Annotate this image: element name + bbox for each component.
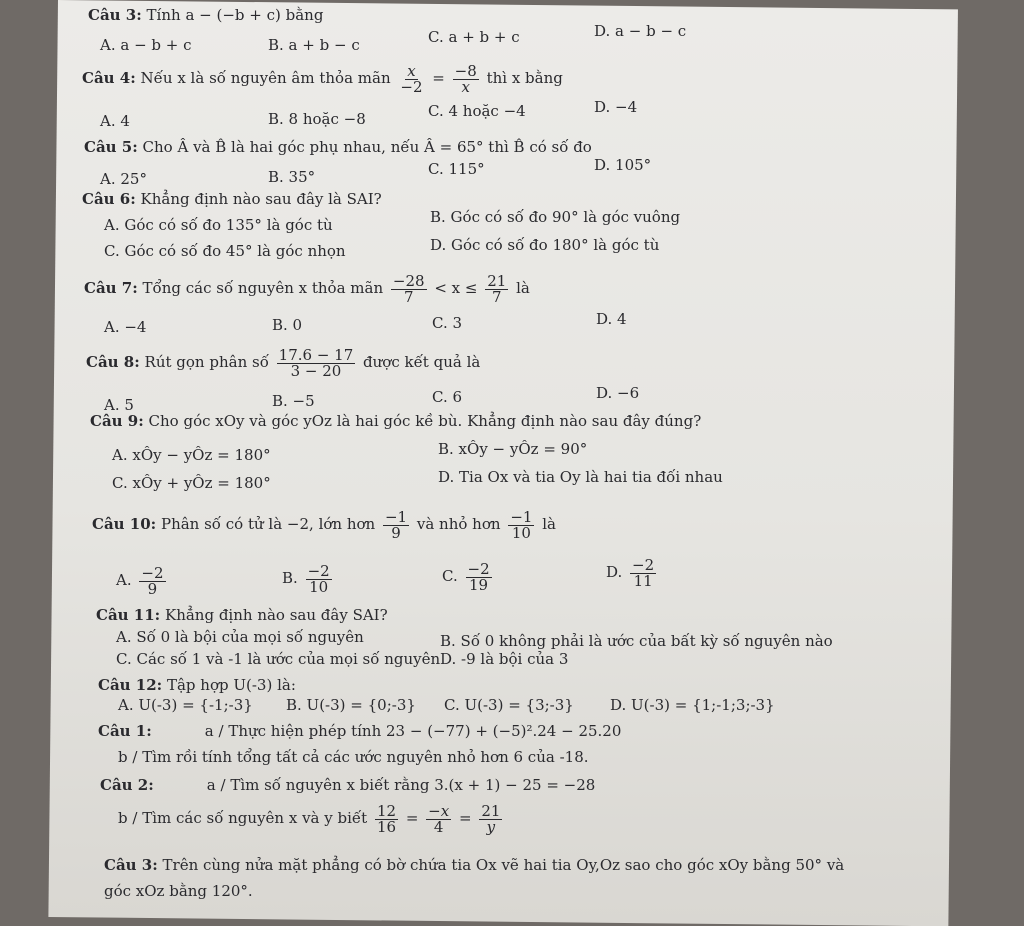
q8-f-den: 3 − 20 xyxy=(290,361,342,380)
q7-pre: Tổng các số nguyên x thỏa mãn xyxy=(142,279,384,297)
q7-fraction-2 xyxy=(485,271,508,306)
q3-text: Tính a − (−b + c) bằng xyxy=(146,6,324,24)
essay-2 xyxy=(100,776,595,794)
q9-label: Câu 9: xyxy=(90,412,144,430)
q8-option-c: C. 6 xyxy=(432,388,463,406)
q4-fraction-1 xyxy=(398,61,424,96)
q9-option-b: B. xÔy − yÔz = 90° xyxy=(438,440,588,458)
q3-option-c: C. a + b + c xyxy=(428,28,520,46)
q8-f-num: 17.6 − 17 xyxy=(278,345,354,364)
e2-fraction-2 xyxy=(426,801,451,836)
q7-f1-num: −28 xyxy=(392,271,425,290)
q10-mid: và nhỏ hơn xyxy=(416,515,501,533)
q10-b-den: 10 xyxy=(309,577,329,596)
q10-c-den: 19 xyxy=(469,575,489,594)
e2-label: Câu 2: xyxy=(100,776,154,794)
q10-option-d xyxy=(606,554,659,590)
e2-fraction-3 xyxy=(479,801,502,836)
e2-f1-den: 16 xyxy=(376,817,397,836)
e2-f2-den: 4 xyxy=(433,817,444,836)
q8-option-a: A. 5 xyxy=(104,396,134,414)
q10-option-b xyxy=(282,560,335,596)
q8-fraction xyxy=(277,345,356,380)
question-8 xyxy=(86,344,480,380)
q10-f1-den: 9 xyxy=(391,523,401,542)
question-4 xyxy=(82,60,563,96)
q4-option-b: B. 8 hoặc −8 xyxy=(268,110,366,128)
q4-f1-num: x xyxy=(407,61,416,80)
q3-option-a: A. a − b + c xyxy=(100,36,192,54)
q5-label: Câu 5: xyxy=(84,138,138,156)
e1-part-b: b / Tìm rồi tính tổng tất cả các ước nguyên nhỏ hơn 6 của -18. xyxy=(118,748,589,766)
e2-f1-num: 12 xyxy=(376,801,397,820)
q10-a-den: 9 xyxy=(147,579,158,598)
q10-option-a xyxy=(116,562,169,598)
q5-option-b: B. 35° xyxy=(268,168,316,186)
q9-text: Cho góc xOy và góc yOz là hai góc kề bù. Khẳng định nào sau đây đúng? xyxy=(148,412,702,430)
e2-f3-num: 21 xyxy=(481,801,501,820)
question-10 xyxy=(92,506,556,542)
q9-option-a: A. xÔy − yÔz = 180° xyxy=(112,446,271,464)
q4-eq: = xyxy=(432,69,445,87)
q7-option-c: C. 3 xyxy=(432,314,463,332)
q4-post: thì x bằng xyxy=(486,69,563,87)
q8-option-b: B. −5 xyxy=(272,392,315,410)
q10-option-b-label: B. xyxy=(282,569,298,587)
q10-label: Câu 10: xyxy=(92,515,157,533)
e2-fraction-1 xyxy=(375,801,398,836)
q10-a-num: −2 xyxy=(141,563,164,582)
q3-option-b: B. a + b − c xyxy=(268,36,360,54)
q5-option-d: D. 105° xyxy=(594,156,652,174)
q7-f2-den: 7 xyxy=(492,287,502,306)
question-11 xyxy=(96,606,388,624)
q6-option-c: C. Góc có số đo 45° là góc nhọn xyxy=(104,242,346,260)
q10-d-num: −2 xyxy=(632,555,655,574)
q7-f2-num: 21 xyxy=(487,271,507,290)
q7-f1-den: 7 xyxy=(403,287,414,306)
q10-option-a-fraction xyxy=(139,563,165,598)
question-7 xyxy=(84,270,530,306)
q8-post: được kết quả là xyxy=(363,353,481,371)
q10-pre: Phân số có tử là −2, lớn hơn xyxy=(160,515,376,533)
q10-f2-num: −1 xyxy=(510,507,533,526)
q10-option-b-fraction xyxy=(306,561,332,596)
q4-f2-num: −8 xyxy=(454,61,477,80)
q10-option-a-label: A. xyxy=(116,571,132,589)
q10-fraction-1 xyxy=(383,507,409,542)
q7-option-b: B. 0 xyxy=(272,316,303,334)
e2-eq-2: = xyxy=(458,809,472,827)
e3-text: Trên cùng nửa mặt phẳng có bờ chứa tia Ox vẽ hai tia Oy,Oz sao cho góc xOy bằng 50° và xyxy=(162,856,845,874)
q5-text: Cho Â và B̂ là hai góc phụ nhau, nếu Â = 65° thì B̂ có số đo xyxy=(142,138,592,156)
q7-option-d: D. 4 xyxy=(596,310,627,328)
q11-text: Khẳng định nào sau đây SAI? xyxy=(164,606,388,624)
q10-b-num: −2 xyxy=(307,561,330,580)
q6-text: Khẳng định nào sau đây là SAI? xyxy=(140,190,382,208)
q12-text: Tập hợp U(-3) là: xyxy=(166,676,296,694)
q12-option-b: B. U(-3) = {0;-3} xyxy=(286,696,416,714)
q5-option-a: A. 25° xyxy=(100,170,147,188)
q7-mid: < x ≤ xyxy=(434,279,478,297)
q4-option-d: D. −4 xyxy=(594,98,638,116)
q4-option-c: C. 4 hoặc −4 xyxy=(428,102,526,120)
q5-option-c: C. 115° xyxy=(428,160,485,178)
question-12 xyxy=(98,676,296,694)
q11-option-c: C. Các số 1 và -1 là ước của mọi số nguyên xyxy=(116,650,441,668)
question-5 xyxy=(84,138,592,156)
q7-option-a: A. −4 xyxy=(104,318,147,336)
question-3 xyxy=(88,6,323,24)
q3-option-d: D. a − b − c xyxy=(594,22,687,40)
q4-label: Câu 4: xyxy=(82,69,136,87)
e1-part-a: a / Thực hiện phép tính 23 − (−77) + (−5)².24 − 25.20 xyxy=(204,722,622,740)
q10-option-d-label: D. xyxy=(606,563,623,581)
q6-option-d: D. Góc có số đo 180° là góc tù xyxy=(430,236,660,254)
q10-post: là xyxy=(542,515,556,533)
q12-option-c: C. U(-3) = {3;-3} xyxy=(444,696,574,714)
q10-f1-num: −1 xyxy=(384,507,408,526)
q12-option-d: D. U(-3) = {1;-1;3;-3} xyxy=(610,696,775,714)
q11-option-d: D. -9 là bội của 3 xyxy=(440,650,569,668)
e2-f3-den: y xyxy=(486,817,496,836)
q10-option-d-fraction xyxy=(630,555,656,590)
q10-option-c xyxy=(442,558,495,594)
q7-fraction-1 xyxy=(391,271,427,306)
essay-3 xyxy=(104,856,844,874)
q4-option-a: A. 4 xyxy=(100,112,130,130)
q4-f2-den: x xyxy=(461,77,470,96)
e2-part-b xyxy=(118,800,505,836)
q12-option-a: A. U(-3) = {-1;-3} xyxy=(118,696,253,714)
q10-fraction-2 xyxy=(508,507,534,542)
q4-pre: Nếu x là số nguyên âm thỏa mãn xyxy=(140,69,391,87)
question-6 xyxy=(82,190,382,208)
e3-label: Câu 3: xyxy=(104,856,158,874)
q11-label: Câu 11: xyxy=(96,606,161,624)
q6-label: Câu 6: xyxy=(82,190,136,208)
q7-label: Câu 7: xyxy=(84,279,138,297)
q10-option-c-label: C. xyxy=(442,567,458,585)
q10-d-den: 11 xyxy=(633,571,653,590)
q8-option-d: D. −6 xyxy=(596,384,640,402)
e2-f2-num: −x xyxy=(428,801,450,820)
q10-f2-den: 10 xyxy=(511,523,531,542)
q8-pre: Rút gọn phân số xyxy=(144,353,269,371)
q10-option-c-fraction xyxy=(466,559,492,594)
q6-option-b: B. Góc có số đo 90° là góc vuông xyxy=(430,208,681,226)
q3-label: Câu 3: xyxy=(88,6,142,24)
q11-option-b: B. Số 0 không phải là ước của bất kỳ số nguyên nào xyxy=(440,632,833,650)
q12-label: Câu 12: xyxy=(98,676,163,694)
e1-label: Câu 1: xyxy=(98,722,152,740)
essay-1 xyxy=(98,722,621,740)
q9-option-c: C. xÔy + yÔz = 180° xyxy=(112,474,271,492)
question-9 xyxy=(90,412,701,430)
q9-option-d: D. Tia Ox và tia Oy là hai tia đối nhau xyxy=(438,468,723,486)
e2-b-pre: b / Tìm các số nguyên x và y biết xyxy=(118,809,368,827)
q4-f1-den: −2 xyxy=(400,77,423,96)
q4-fraction-2 xyxy=(453,61,479,96)
e2-eq-1: = xyxy=(405,809,419,827)
q6-option-a: A. Góc có số đo 135° là góc tù xyxy=(104,216,333,234)
e2-part-a: a / Tìm số nguyên x biết rằng 3.(x + 1) − 25 = −28 xyxy=(206,776,596,794)
q10-c-num: −2 xyxy=(467,559,490,578)
q8-label: Câu 8: xyxy=(86,353,140,371)
q11-option-a: A. Số 0 là bội của mọi số nguyên xyxy=(116,628,364,646)
q7-post: là xyxy=(516,279,530,297)
e3-text-line-2: góc xOz bằng 120°. xyxy=(104,882,253,900)
